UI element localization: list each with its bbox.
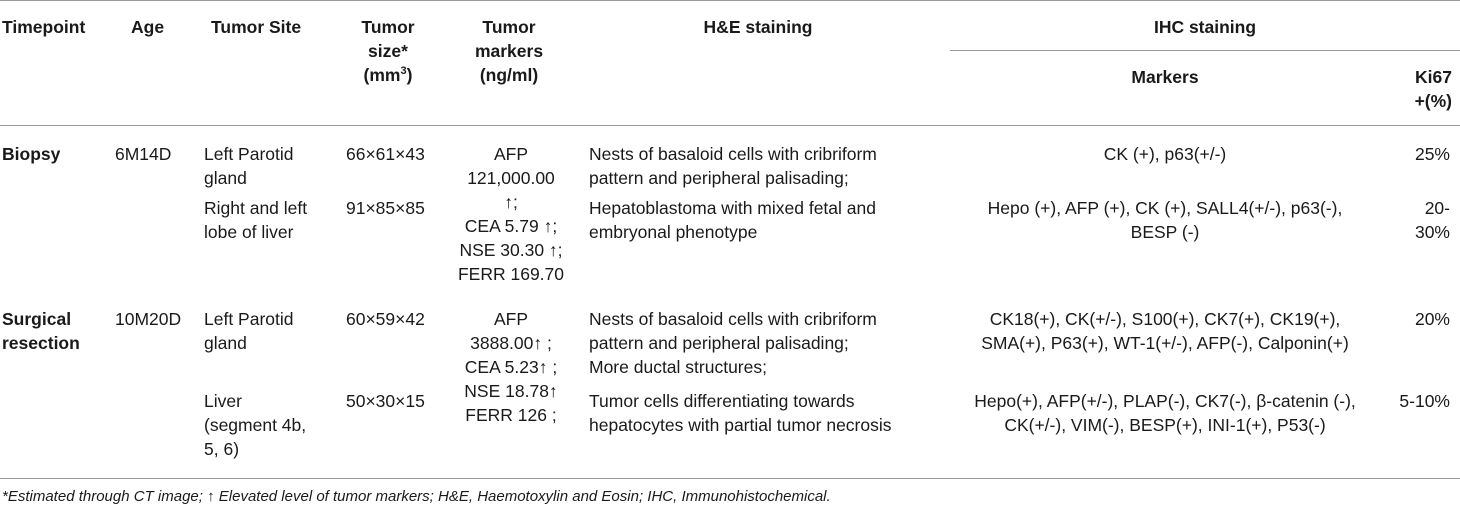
- cell-ihc-markers: Hepo(+), AFP(+/-), PLAP(-), CK7(-), β-catenin (-), CK(+/-), VIM(-), BESP(+), INI-1(+), P53(-): [974, 391, 1356, 435]
- cell-ki67: 20%: [1414, 309, 1450, 329]
- cell-ki67: 25%: [1414, 144, 1450, 164]
- ihc-subheader-rule: [950, 50, 1460, 51]
- cell-ihc-markers: CK (+), p63(+/-): [1103, 144, 1227, 164]
- header-ihc-staining: IHC staining: [1153, 17, 1257, 37]
- cell-tumor-site: Left Parotid gland: [204, 309, 294, 353]
- cell-ki67: 20- 30%: [1414, 198, 1450, 242]
- table-top-rule: [0, 0, 1460, 1]
- cell-tumor-size: 60×59×42: [346, 309, 425, 329]
- cell-ihc-markers: CK18(+), CK(+/-), S100(+), CK7(+), CK19(+), SMA(+), P63(+), WT-1(+/-), AFP(-), Calponin(+): [981, 309, 1349, 353]
- cell-ki67: 5-10%: [1399, 391, 1450, 411]
- header-tumor-site: Tumor Site: [211, 17, 302, 37]
- cell-tumor-markers: AFP 3888.00↑ ; CEA 5.23↑ ; NSE 18.78↑ FERR 126 ;: [464, 309, 558, 425]
- cell-tumor-size: 50×30×15: [346, 391, 425, 411]
- table-bottom-rule: [0, 478, 1460, 479]
- cell-he-staining: Tumor cells differentiating towards hepatocytes with partial tumor necrosis: [589, 391, 892, 435]
- table-footnote: *Estimated through CT image; ↑ Elevated level of tumor markers; H&E, Haemotoxylin and Eosin; IHC, Immunohistochemical.: [2, 488, 831, 505]
- cell-ihc-markers: Hepo (+), AFP (+), CK (+), SALL4(+/-), p63(-), BESP (-): [987, 198, 1343, 242]
- header-tumor-size: Tumor size* $(mm^3)$: [361, 17, 415, 85]
- cell-tumor-size: 66×61×43: [346, 144, 425, 164]
- cell-age: 10M20D: [115, 309, 182, 329]
- cell-tumor-site: Left Parotid gland: [204, 144, 294, 188]
- cell-timepoint: Biopsy: [2, 144, 61, 164]
- cell-timepoint: Surgical resection: [2, 309, 80, 353]
- cell-he-staining: Nests of basaloid cells with cribriform pattern and peripheral palisading; More ductal structures;: [589, 309, 877, 377]
- header-ki67: Ki67 +(%): [1414, 67, 1452, 111]
- cell-he-staining: Nests of basaloid cells with cribriform pattern and peripheral palisading;: [589, 144, 877, 188]
- header-tumor-markers: Tumor markers (ng/ml): [474, 17, 544, 85]
- cell-age: 6M14D: [115, 144, 172, 164]
- cell-tumor-site: Liver (segment 4b, 5, 6): [204, 391, 307, 459]
- header-he-staining: H&E staining: [703, 17, 813, 37]
- cell-he-staining: Hepatoblastoma with mixed fetal and embryonal phenotype: [589, 198, 876, 242]
- cell-tumor-site: Right and left lobe of liver: [204, 198, 308, 242]
- header-timepoint: Timepoint: [2, 17, 86, 37]
- header-bottom-rule: [0, 125, 1460, 126]
- cell-tumor-size: 91×85×85: [346, 198, 425, 218]
- header-markers: Markers: [1131, 67, 1199, 87]
- header-age: Age: [131, 17, 165, 37]
- cell-tumor-markers: AFP 121,000.00 ↑; CEA 5.79 ↑; NSE 30.30 ↑; FERR 169.70: [457, 144, 565, 284]
